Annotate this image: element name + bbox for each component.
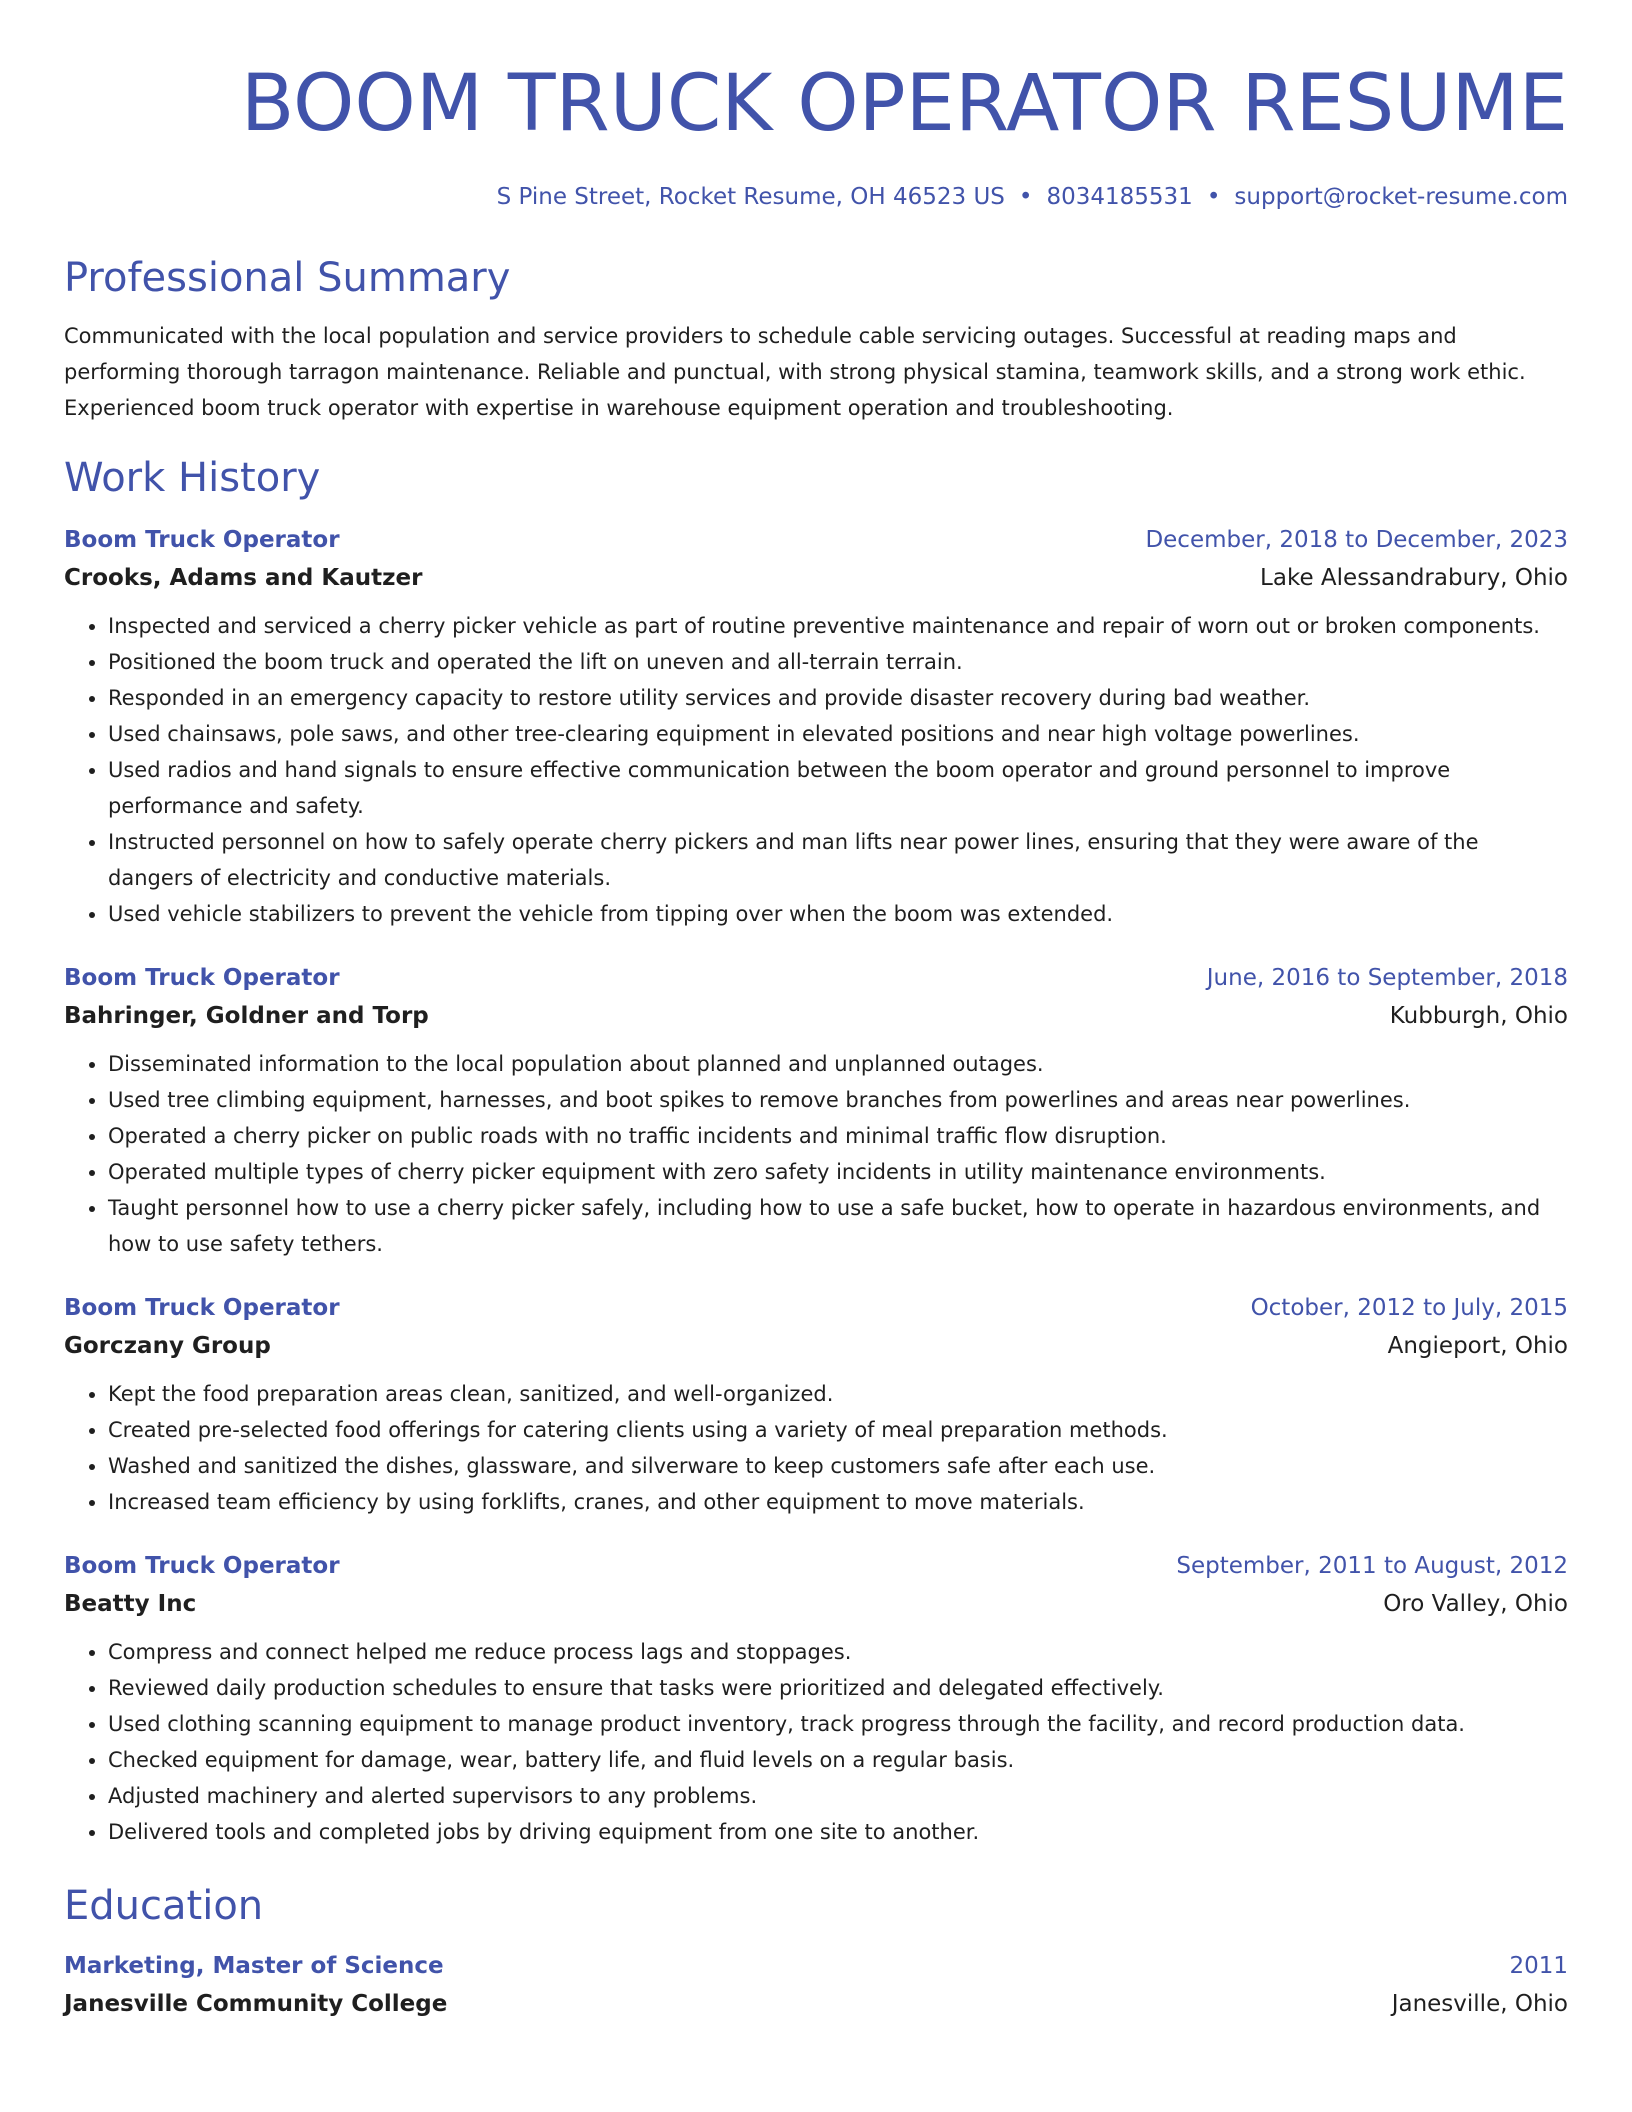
job-company: Gorczany Group: [64, 1333, 271, 1359]
job-dates: December, 2018 to December, 2023: [1145, 527, 1568, 553]
job-bullet: • Kept the food preparation areas clean, sanitized, and well-organized.: [108, 1376, 1568, 1412]
job-company: Bahringer, Goldner and Torp: [64, 1003, 429, 1029]
job-bullet: • Used clothing scanning equipment to manage product inventory, track progress through the facility, and record production data.: [108, 1706, 1568, 1742]
contact-line: [64, 184, 1568, 210]
education-degree-row: [64, 1948, 1568, 1984]
job-entry: [64, 1548, 1568, 1850]
job-location: Oro Valley, Ohio: [1383, 1591, 1568, 1617]
contact-separator: •: [1206, 184, 1221, 210]
contact-address: S Pine Street, Rocket Resume, OH 46523 US: [496, 184, 1005, 210]
job-bullets: [64, 1046, 1568, 1262]
job-title: Boom Truck Operator: [64, 1295, 340, 1321]
job-dates: October, 2012 to July, 2015: [1250, 1295, 1568, 1321]
job-bullet: • Positioned the boom truck and operated the lift on uneven and all-terrain terrain.: [108, 644, 1568, 680]
job-title: Boom Truck Operator: [64, 1553, 340, 1579]
resume-title: BOOM TRUCK OPERATOR RESUME: [240, 59, 1568, 149]
job-bullet: • Adjusted machinery and alerted supervisors to any problems.: [108, 1778, 1568, 1814]
job-bullet: • Used tree climbing equipment, harnesses, and boot spikes to remove branches from powerlines and areas near powerlines.: [108, 1082, 1568, 1118]
job-bullet: • Operated a cherry picker on public roads with no traffic incidents and minimal traffic flow disruption.: [108, 1118, 1568, 1154]
education-school-row: [64, 1984, 1568, 2024]
job-bullet: • Used radios and hand signals to ensure effective communication between the boom operator and ground personnel to improve performance and safety.: [108, 752, 1568, 824]
job-bullet: • Compress and connect helped me reduce process lags and stoppages.: [108, 1634, 1568, 1670]
job-role-row: [64, 960, 1568, 996]
job-bullet: • Used vehicle stabilizers to prevent the vehicle from tipping over when the boom was extended.: [108, 896, 1568, 932]
job-company-row: [64, 1326, 1568, 1366]
job-bullet: • Instructed personnel on how to safely operate cherry pickers and man lifts near power lines, ensuring that they were aware of the dangers of electricity and conductive materials.: [108, 824, 1568, 896]
job-title: Boom Truck Operator: [64, 965, 340, 991]
job-bullet: • Washed and sanitized the dishes, glassware, and silverware to keep customers safe after each use.: [108, 1448, 1568, 1484]
job-bullets: [64, 608, 1568, 932]
job-bullet: • Reviewed daily production schedules to ensure that tasks were prioritized and delegated effectively.: [108, 1670, 1568, 1706]
job-bullet: • Responded in an emergency capacity to restore utility services and provide disaster recovery during bad weather.: [108, 680, 1568, 716]
job-bullet: • Operated multiple types of cherry picker equipment with zero safety incidents in utility maintenance environments.: [108, 1154, 1568, 1190]
education-heading: Education: [64, 1883, 264, 1929]
job-bullet: • Delivered tools and completed jobs by driving equipment from one site to another.: [108, 1814, 1568, 1850]
job-bullets: [64, 1376, 1568, 1520]
education-location: Janesville, Ohio: [1391, 1991, 1568, 2017]
job-company-row: [64, 558, 1568, 598]
job-role-row: [64, 1548, 1568, 1584]
job-bullets: [64, 1634, 1568, 1850]
job-company: Crooks, Adams and Kautzer: [64, 565, 423, 591]
summary-heading: Professional Summary: [64, 255, 511, 301]
job-entry: [64, 1290, 1568, 1520]
job-location: Lake Alessandrabury, Ohio: [1260, 565, 1568, 591]
education-school: Janesville Community College: [64, 1991, 448, 2017]
education-degree: Marketing, Master of Science: [64, 1953, 444, 1979]
job-bullet: • Disseminated information to the local population about planned and unplanned outages.: [108, 1046, 1568, 1082]
summary-text: Communicated with the local population and service providers to schedule cable servicing outages. Successful at reading maps and performing thorough tarragon maintenance. Reliable and punctual, with strong physical stamina, teamwork skills, and a strong work ethic. Experienced boom truck operator with expertise in warehouse equipment operation and troubleshooting.: [64, 324, 1526, 420]
job-company-row: [64, 1584, 1568, 1624]
contact-email: support@rocket-resume.com: [1234, 184, 1568, 210]
job-role-row: [64, 1290, 1568, 1326]
job-dates: June, 2016 to September, 2018: [1206, 965, 1568, 991]
education-entry: [64, 1948, 1568, 2024]
job-company-row: [64, 996, 1568, 1036]
job-bullet: • Created pre-selected food offerings for catering clients using a variety of meal preparation methods.: [108, 1412, 1568, 1448]
work-history-heading: Work History: [64, 455, 321, 501]
job-location: Angieport, Ohio: [1387, 1333, 1568, 1359]
job-bullet: • Used chainsaws, pole saws, and other tree-clearing equipment in elevated positions and near high voltage powerlines.: [108, 716, 1568, 752]
job-bullet: • Increased team efficiency by using forklifts, cranes, and other equipment to move materials.: [108, 1484, 1568, 1520]
contact-phone: 8034185531: [1046, 184, 1193, 210]
job-bullet: • Taught personnel how to use a cherry picker safely, including how to use a safe bucket, how to operate in hazardous environments, and how to use safety tethers.: [108, 1190, 1568, 1262]
job-entry: [64, 522, 1568, 932]
contact-separator: •: [1018, 184, 1033, 210]
job-role-row: [64, 522, 1568, 558]
job-company: Beatty Inc: [64, 1591, 197, 1617]
job-location: Kubburgh, Ohio: [1389, 1003, 1568, 1029]
job-dates: September, 2011 to August, 2012: [1176, 1553, 1568, 1579]
job-title: Boom Truck Operator: [64, 527, 340, 553]
job-entry: [64, 960, 1568, 1262]
job-bullet: • Checked equipment for damage, wear, battery life, and fluid levels on a regular basis.: [108, 1742, 1568, 1778]
job-bullet: • Inspected and serviced a cherry picker vehicle as part of routine preventive maintenance and repair of worn out or broken components.: [108, 608, 1568, 644]
education-year: 2011: [1509, 1953, 1568, 1979]
